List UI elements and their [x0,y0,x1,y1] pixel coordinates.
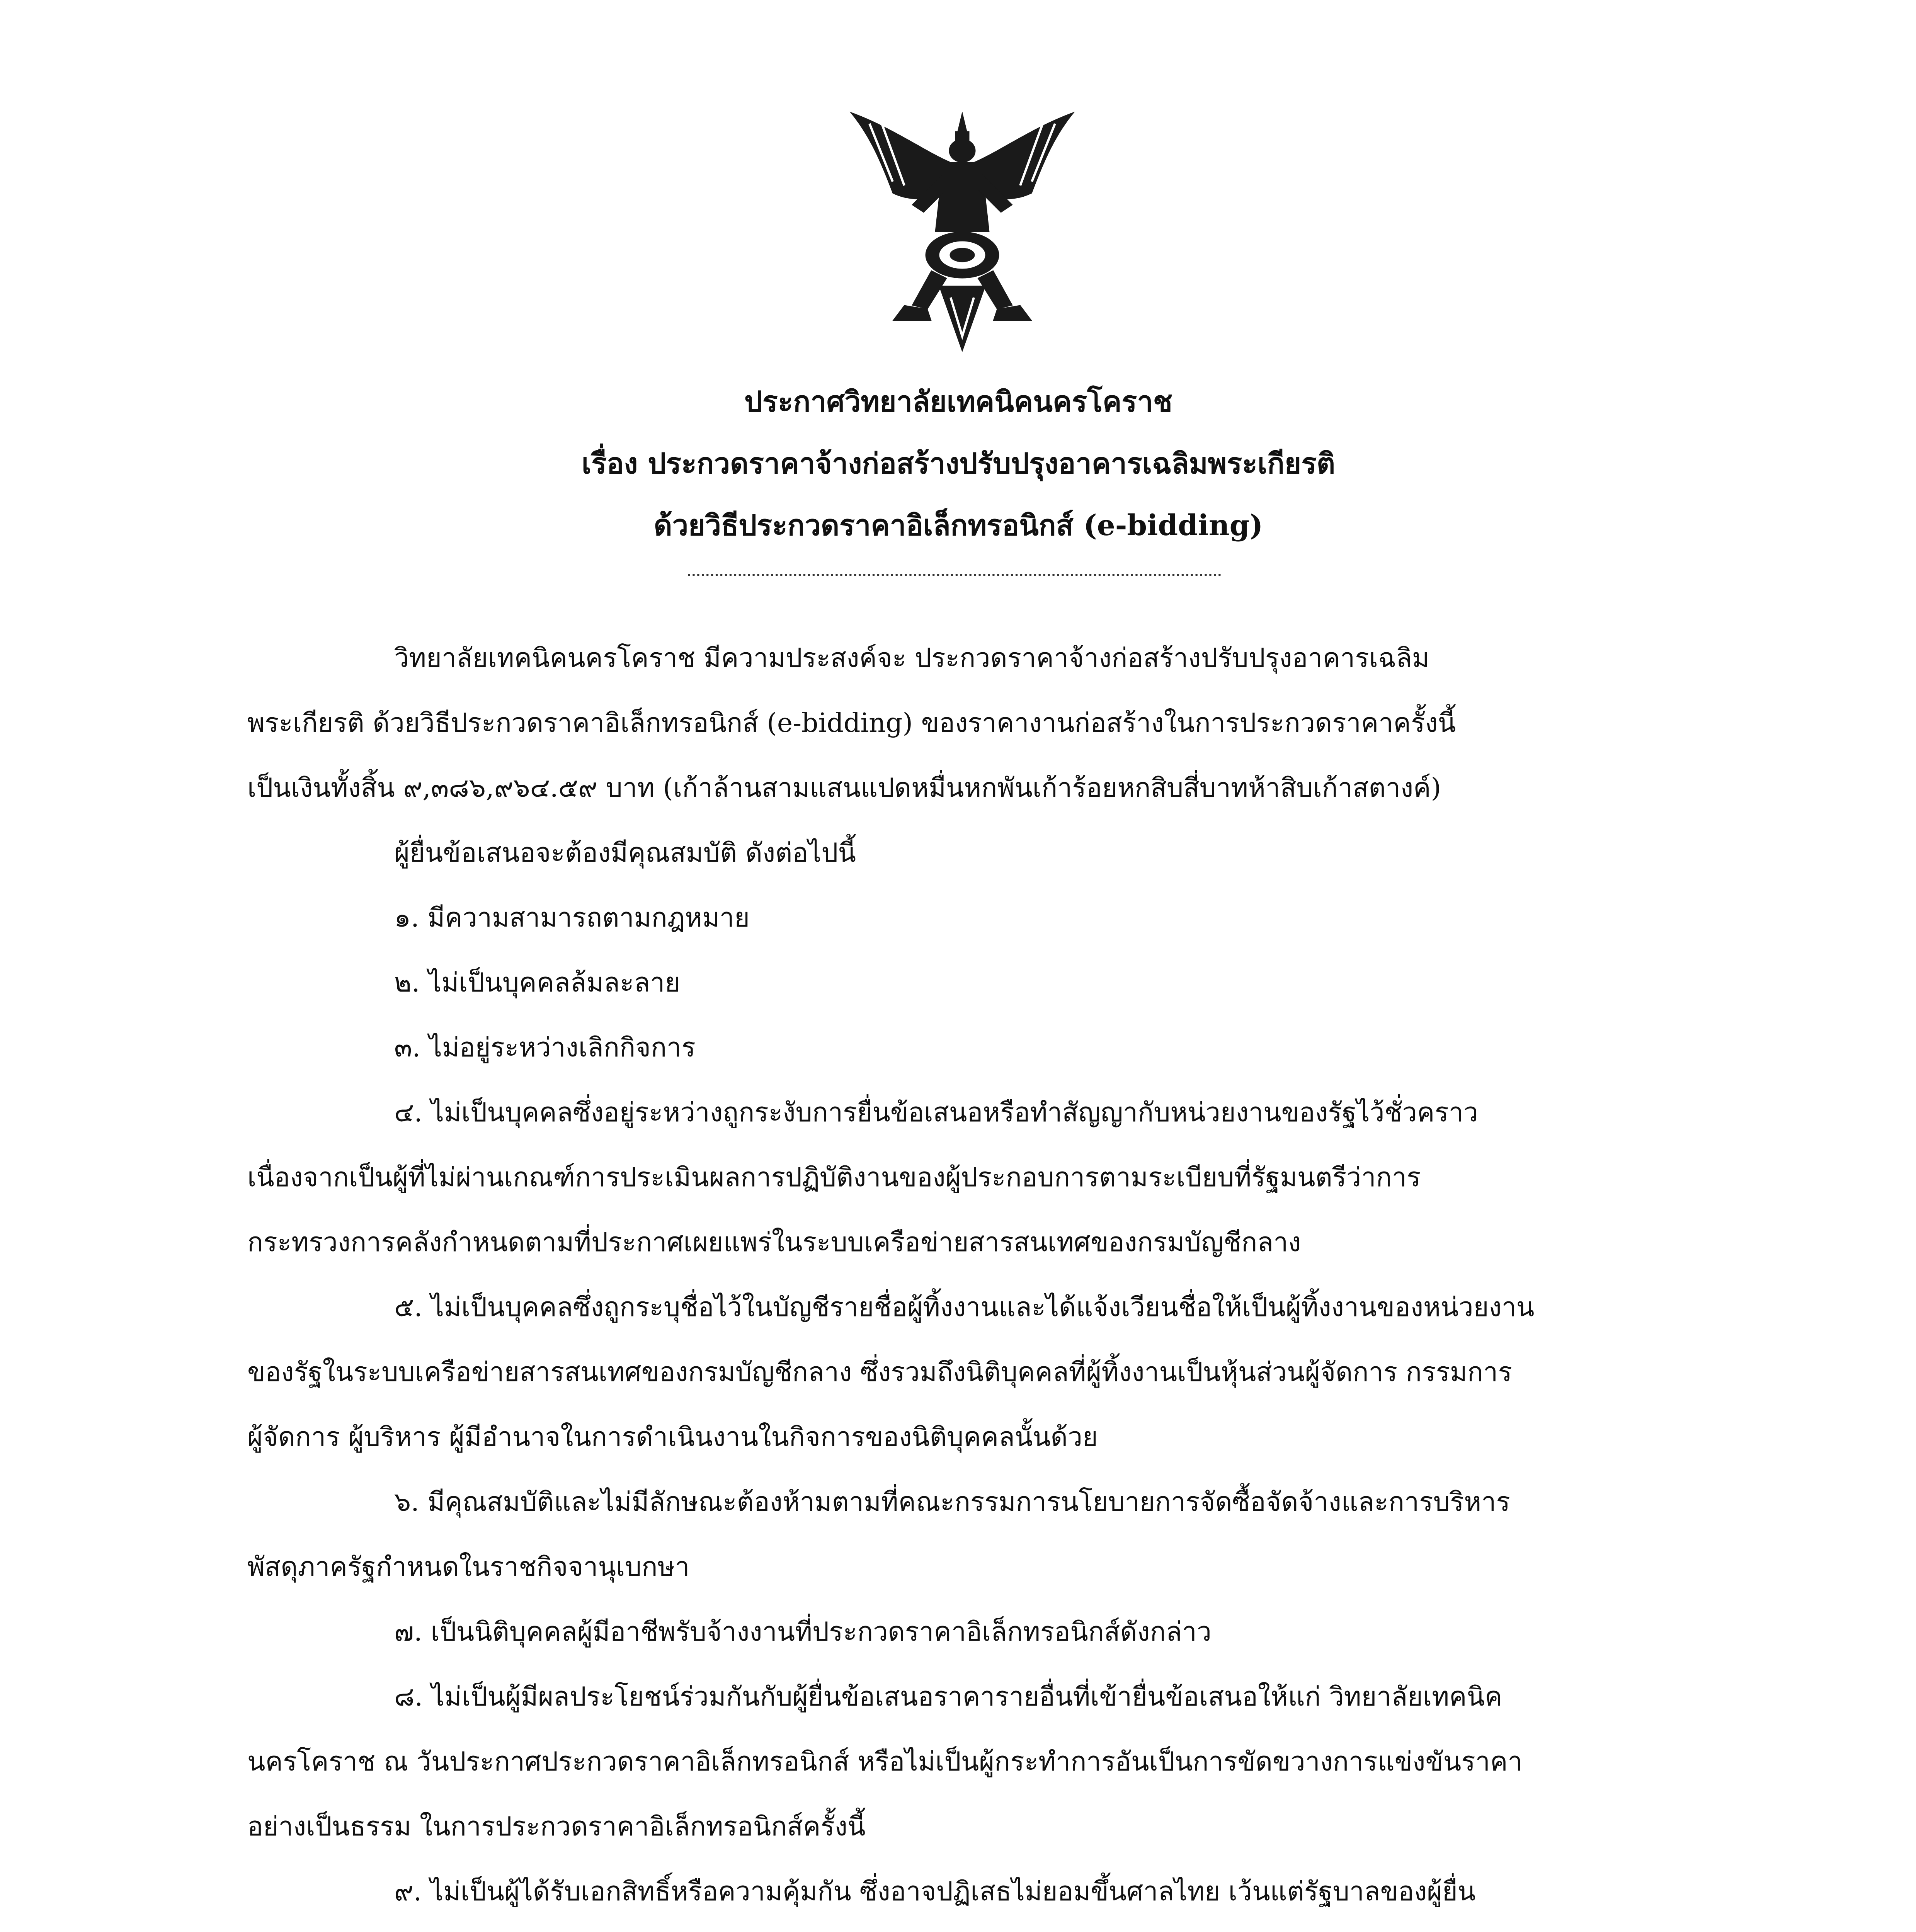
item-5-line-1: ๕. ไม่เป็นบุคคลซึ่งถูกระบุชื่อไว้ในบัญชีรายชื่อผู้ทิ้งงานและได้แจ้งเวียนชื่อให้เป็นผู้ทิ้งงานของหน่วยงาน [394,1292,1535,1323]
item-8-line-3: อย่างเป็นธรรม ในการประกวดราคาอิเล็กทรอนิกส์ครั้งนี้ [247,1811,866,1842]
garuda-emblem [835,104,1090,352]
dotted-divider [688,574,1221,576]
item-1: ๑. มีความสามารถตามกฎหมาย [394,903,750,933]
item-2: ๒. ไม่เป็นบุคคลล้มละลาย [394,968,681,998]
item-4-line-1: ๔. ไม่เป็นบุคคลซึ่งอยู่ระหว่างถูกระงับการยื่นข้อเสนอหรือทำสัญญากับหน่วยงานของรัฐไว้ชั่วคราว [394,1097,1479,1128]
item-6-line-2: พัสดุภาครัฐกำหนดในราชกิจจานุเบกษา [247,1552,690,1582]
qualification-heading: ผู้ยื่นข้อเสนอจะต้องมีคุณสมบัติ ดังต่อไปนี้ [394,838,856,868]
item-6-line-1: ๖. มีคุณสมบัติและไม่มีลักษณะต้องห้ามตามที่คณะกรรมการนโยบายการจัดซื้อจัดจ้างและการบริหาร [394,1487,1510,1517]
intro-line-2: พระเกียรติ ด้วยวิธีประกวดราคาอิเล็กทรอนิกส์ (e-bidding) ของราคางานก่อสร้างในการประกวดราคาครั้งนี้ [247,708,1456,738]
intro-line-1: วิทยาลัยเทคนิคนครโคราช มีความประสงค์จะ ประกวดราคาจ้างก่อสร้างปรับปรุงอาคารเฉลิม [394,643,1429,673]
title-line-2: เรื่อง ประกวดราคาจ้างก่อสร้างปรับปรุงอาคารเฉลิมพระเกียรติ [581,447,1336,480]
title-line-3: ด้วยวิธีประกวดราคาอิเล็กทรอนิกส์ (e-bidding) [653,509,1263,542]
announcement-title [232,371,1685,556]
item-9-line-1: ๙. ไม่เป็นผู้ได้รับเอกสิทธิ์หรือความคุ้มกัน ซึ่งอาจปฏิเสธไม่ยอมขึ้นศาลไทย เว้นแต่รัฐบาลของผู้ยื่น [394,1876,1476,1907]
item-4-line-2: เนื่องจากเป็นผู้ที่ไม่ผ่านเกณฑ์การประเมินผลการปฏิบัติงานของผู้ประกอบการตามระเบียบที่รัฐมนตรีว่าการ [247,1162,1421,1193]
item-4-line-3: กระทรวงการคลังกำหนดตามที่ประกาศเผยแพร่ในระบบเครือข่ายสารสนเทศของกรมบัญชีกลาง [247,1227,1301,1258]
item-5-line-3: ผู้จัดการ ผู้บริหาร ผู้มีอำนาจในการดำเนินงานในกิจการของนิติบุคคลนั้นด้วย [247,1422,1098,1452]
item-5-line-2: ของรัฐในระบบเครือข่ายสารสนเทศของกรมบัญชีกลาง ซึ่งรวมถึงนิติบุคคลที่ผู้ทิ้งงานเป็นหุ้นส่วนผู้จัดการ กรรมการ [247,1357,1512,1388]
item-3: ๓. ไม่อยู่ระหว่างเลิกกิจการ [394,1032,696,1063]
item-7: ๗. เป็นนิติบุคคลผู้มีอาชีพรับจ้างงานที่ประกวดราคาอิเล็กทรอนิกส์ดังกล่าว [394,1617,1212,1647]
item-8-line-2: นครโคราช ณ วันประกาศประกวดราคาอิเล็กทรอนิกส์ หรือไม่เป็นผู้กระทำการอันเป็นการขัดขวางการแข่งขันราคา [247,1747,1523,1777]
announcement-body [247,626,1677,1932]
item-8-line-1: ๘. ไม่เป็นผู้มีผลประโยชน์ร่วมกันกับผู้ยื่นข้อเสนอราคารายอื่นที่เข้ายื่นข้อเสนอให้แก่ วิทยาลัยเทคนิค [394,1682,1503,1712]
item-9-line-2 [247,1924,1677,1932]
title-line-1: ประกาศวิทยาลัยเทคนิคนครโคราช [744,385,1172,418]
intro-line-3: เป็นเงินทั้งสิ้น ๙,๓๘๖,๙๖๔.๕๙ บาท (เก้าล้านสามแสนแปดหมื่นหกพันเก้าร้อยหกสิบสี่บาทห้าสิบเก้าสตางค์) [247,773,1441,803]
